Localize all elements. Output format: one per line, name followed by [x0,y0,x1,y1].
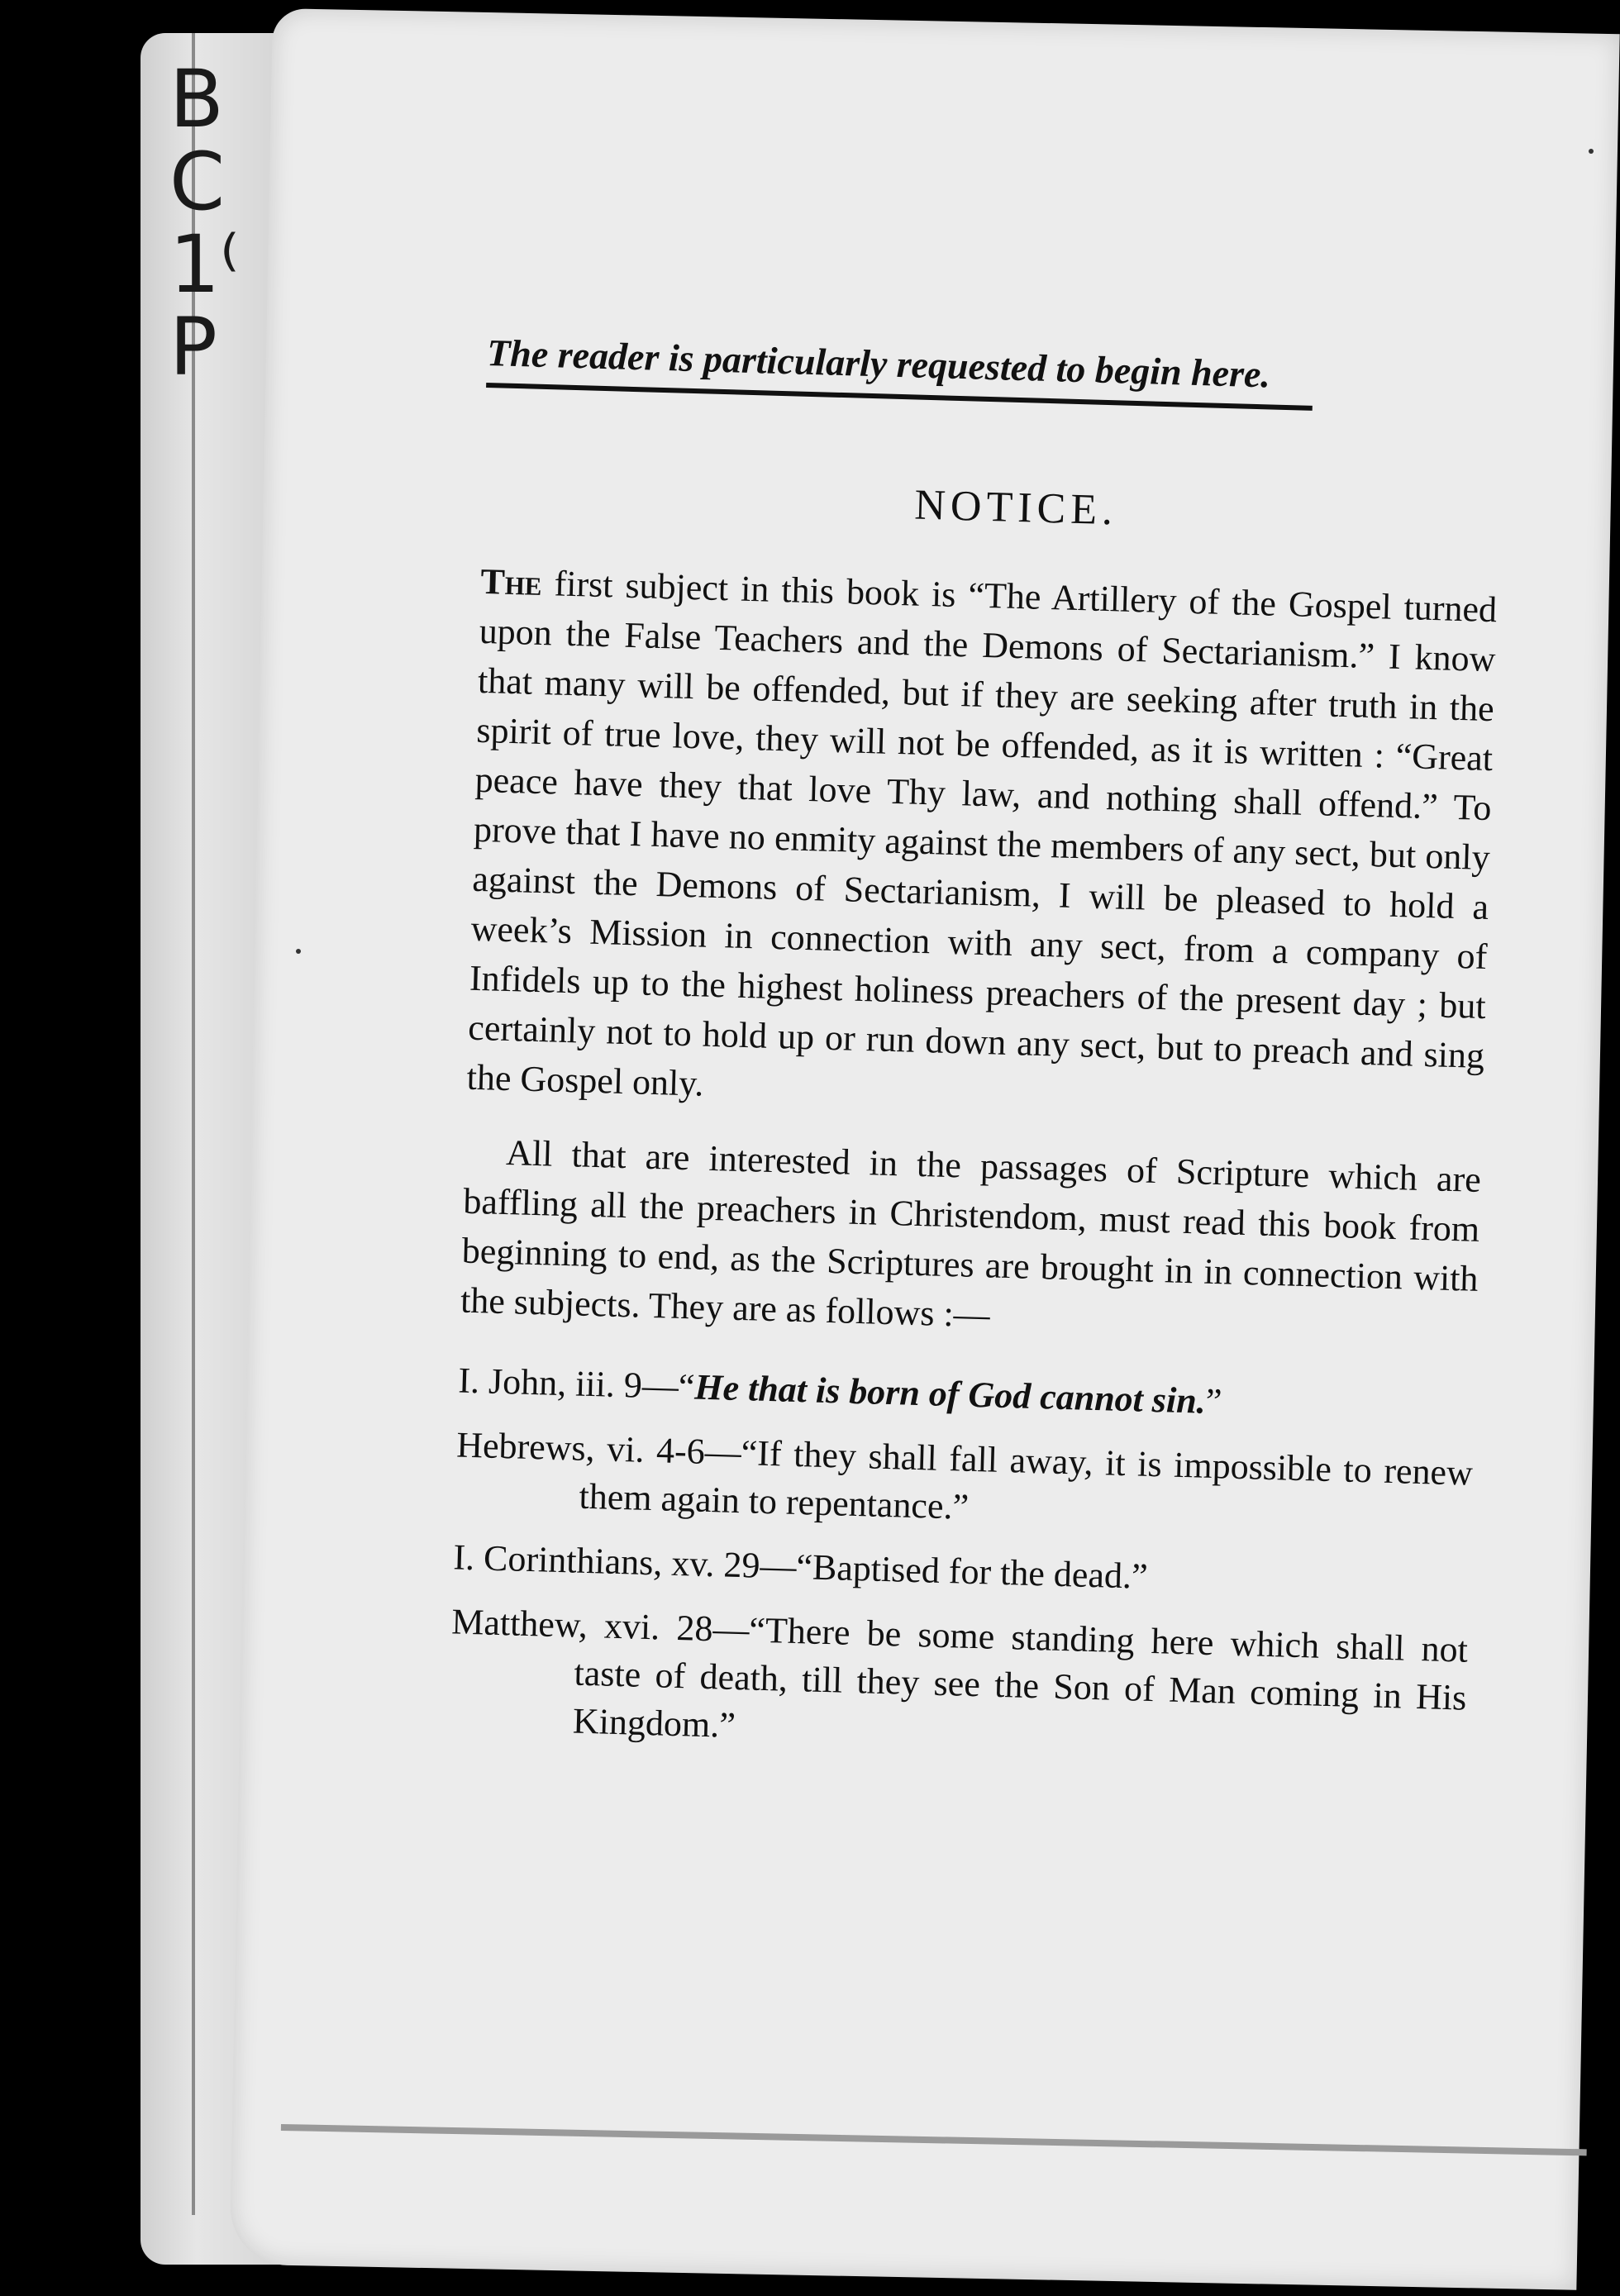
scripture-reference-list [448,1357,1475,1770]
paragraph-lead-word: The [479,560,543,603]
scripture-reference [458,1357,1475,1433]
notice-paragraph-2: All that are interested in the passages of Scripture which are baffling all the preachers in Christendom, must read this book from beginning to end, as the Scriptures are brought in in connection with the subjects. They are as follows :— [460,1132,1482,1336]
notice-paragraph-1 [466,557,1498,1131]
catalogue-mark-line: C [169,136,226,228]
scripture-reference [455,1421,1474,1545]
reference-quote: “There be some standing here which shall not taste of death, till they see the Son of Man coming in His Kingdom.” [572,1609,1469,1746]
catalogue-mark-line: P [169,301,217,393]
handwritten-catalogue-mark [169,53,260,393]
reference-quote: “Baptised for the dead.” [795,1546,1149,1597]
reference-citation: I. Corinthians, xv. 29— [452,1536,798,1588]
reference-citation: Matthew, xvi. 28— [450,1601,750,1651]
page-content [448,331,1504,1787]
dust-speck [1589,149,1594,154]
catalogue-mark-line: 1⁽ [169,218,240,311]
catalogue-mark-line: B [169,53,224,145]
notice-title: NOTICE. [913,481,1118,535]
paragraph-1-text: first subject in this book is “The Artillery of the Gospel turned upon the False Teachers and the Demons of Sectarianism.” I know that many will be offended, but if they are seeking after truth in the spirit of true love, they will not be offended, as it is written : “Great peace have they that love Thy law, and nothing shall offend.” To prove that I have no enmity against the members of any sect, but only against the Demons of Sectarianism, I will be pleased to hold a week’s Mission in connection with any sect, from a company of Infidels up to the highest holiness preachers of the present day ; but certainly not to hold up or run down any sect, but to preach and sing the Gospel only. [466,562,1498,1104]
reference-close-quote: ” [1205,1380,1222,1422]
reference-citation: Hebrews, vi. 4-6— [455,1424,742,1474]
request-note: The reader is particularly requested to begin here. [486,331,1314,411]
scripture-reference [448,1598,1468,1770]
dust-speck [296,949,301,954]
scripture-reference [453,1533,1470,1609]
reference-citation: I. John, iii. 9—“ [457,1360,696,1408]
reference-quote: “If they shall fall away, it is impossible to renew them again to repentance.” [578,1432,1474,1527]
reference-quote: He that is born of God cannot sin. [693,1366,1207,1422]
